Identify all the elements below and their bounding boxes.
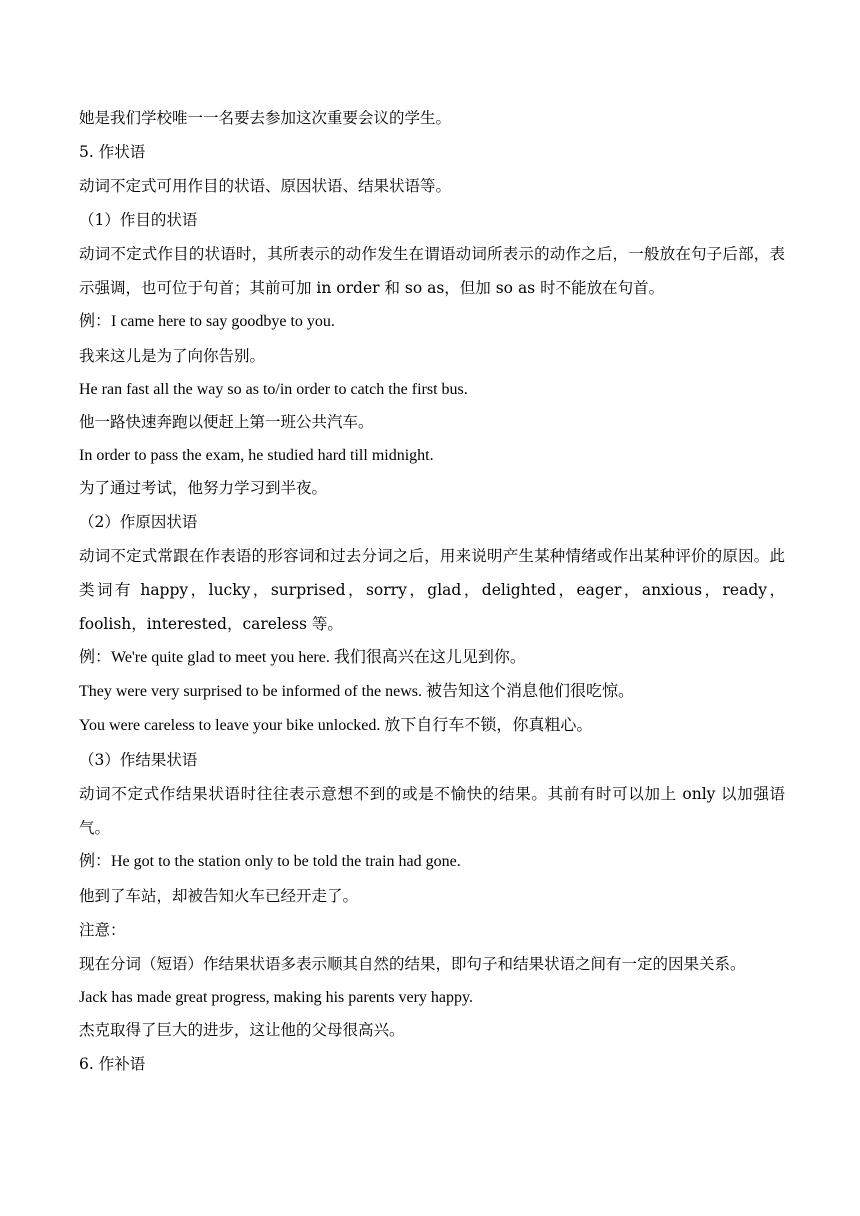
- example-sentence: Jack has made great progress, making his parents very happy.: [79, 989, 473, 1006]
- subsection-heading: （2）作原因状语: [79, 513, 198, 531]
- paragraph: 现在分词（短语）作结果状语多表示顺其自然的结果，即句子和结果状语之间有一定的因果关系。: [79, 955, 746, 973]
- paragraph: 动词不定式常跟在作表语的形容词和过去分词之后，用来说明产生某种情绪或作出某种评价的原因。此类词有 happy，lucky，surprised，sorry，glad，delighted，eager，anxious，ready，foolish，interested，careless 等。: [79, 547, 785, 633]
- example-sentence: 例：I came here to say goodbye to you.: [79, 313, 335, 330]
- example-translation: 为了通过考试，他努力学习到半夜。: [79, 479, 328, 497]
- example-sentence: 例：He got to the station only to be told the train had gone.: [79, 853, 461, 870]
- note-label: 注意：: [79, 921, 126, 939]
- subsection-heading: （3）作结果状语: [79, 751, 198, 769]
- subsection-heading: （1）作目的状语: [79, 211, 198, 229]
- text-line: 动词不定式可用作目的状语、原因状语、结果状语等。: [79, 177, 452, 195]
- section-heading: 6. 作补语: [79, 1055, 146, 1073]
- example-translation: 我来这儿是为了向你告别。: [79, 347, 266, 365]
- example-sentence: In order to pass the exam, he studied hard till midnight.: [79, 447, 434, 464]
- example-sentence: You were careless to leave your bike unlocked. 放下自行车不锁，你真粗心。: [79, 717, 593, 734]
- example-translation: 杰克取得了巨大的进步，这让他的父母很高兴。: [79, 1021, 405, 1039]
- example-sentence: 例：We're quite glad to meet you here. 我们很高兴在这儿见到你。: [79, 649, 526, 666]
- example-translation: 他到了车站，却被告知火车已经开走了。: [79, 887, 359, 905]
- section-heading: 5. 作状语: [79, 143, 146, 161]
- example-sentence: They were very surprised to be informed of the news. 被告知这个消息他们很吃惊。: [79, 683, 635, 700]
- document-body: [79, 101, 785, 1081]
- text-line: 她是我们学校唯一一名要去参加这次重要会议的学生。: [79, 109, 452, 127]
- example-sentence: He ran fast all the way so as to/in order to catch the first bus.: [79, 381, 468, 398]
- example-translation: 他一路快速奔跑以便赶上第一班公共汽车。: [79, 413, 374, 431]
- paragraph: 动词不定式作结果状语时往往表示意想不到的或是不愉快的结果。其前有时可以加上 only 以加强语气。: [79, 785, 785, 837]
- paragraph: 动词不定式作目的状语时，其所表示的动作发生在谓语动词所表示的动作之后，一般放在句子后部，表示强调，也可位于句首；其前可加 in order 和 so as，但加 so as 时不能放在句首。: [79, 245, 785, 297]
